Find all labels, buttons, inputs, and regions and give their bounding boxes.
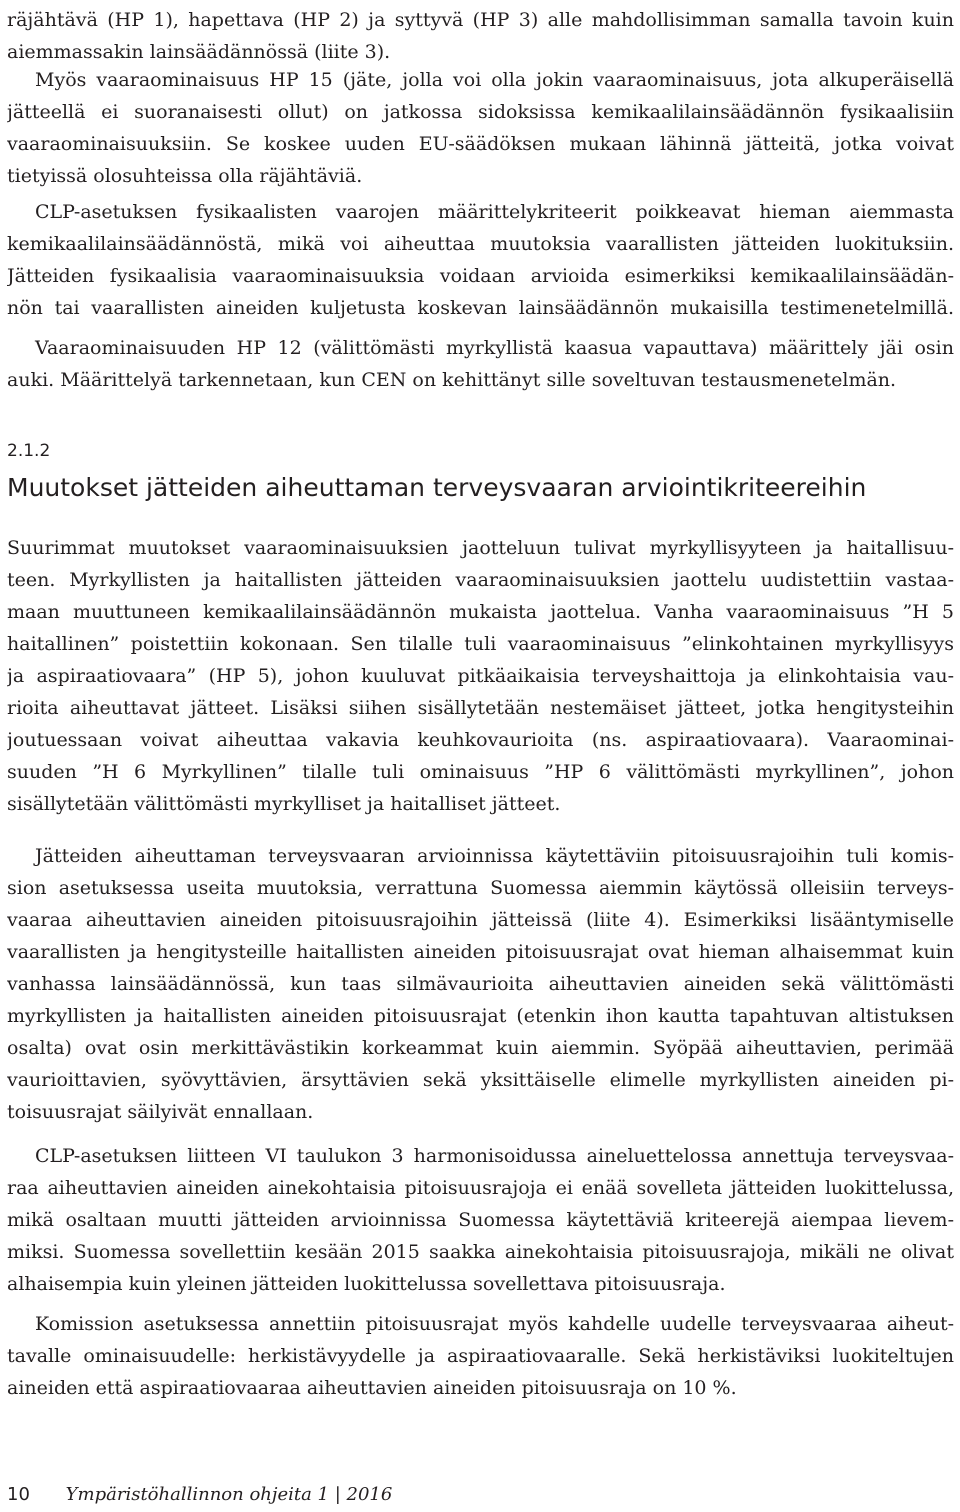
paragraph xyxy=(7,1308,954,1404)
paragraph xyxy=(7,532,954,820)
paragraph xyxy=(7,840,954,1128)
text-line: maan muuttuneen kemikaalilainsäädännön mukaista jaottelua. Vanha vaaraominaisuus ”H 5 xyxy=(7,601,954,623)
text-line: toisuusrajat säilyivät ennallaan. xyxy=(7,1101,314,1123)
text-line: jätteellä ei suoranaisesti ollut) on jatkossa sidoksissa kemikaalilainsäädännön fysikaalisiin xyxy=(7,101,954,123)
text-line: vaaraominaisuuksiin. Se koskee uuden EU-säädöksen mukaan lähinnä jätteitä, jotka voivat xyxy=(7,133,954,155)
text-line: aiemmassakin lainsäädännössä (liite 3). xyxy=(7,41,391,63)
paragraph xyxy=(7,1140,954,1300)
text-line: kemikaalilainsäädännöstä, mikä voi aiheuttaa muutoksia vaarallisten jätteiden luokituksiin. xyxy=(7,233,954,255)
paragraph xyxy=(7,64,954,192)
publication-name: Ympäristöhallinnon ohjeita 1 | 2016 xyxy=(65,1484,393,1505)
text-line: Suurimmat muutokset vaaraominaisuuksien jaotteluun tulivat myrkyllisyyteen ja haitallisuu- xyxy=(7,537,954,559)
text-line: myrkyllisten ja haitallisten aineiden pitoisuusrajat (etenkin ihon kautta tapahtuvan altistuksen xyxy=(7,1005,954,1027)
text-line: CLP-asetuksen liitteen VI taulukon 3 harmonisoidussa aineluettelossa annettuja terveysvaa- xyxy=(35,1145,954,1167)
section-number: 2.1.2 xyxy=(7,441,51,461)
text-line: tietyissä olosuhteissa olla räjähtäviä. xyxy=(7,165,363,187)
text-line: rioita aiheuttavat jätteet. Lisäksi siihen sisällytetään nestemäiset jätteet, jotka hengitysteihin xyxy=(7,697,954,719)
text-line: osalta) ovat osin merkittävästikin korkeammat kuin aiemmin. Syöpää aiheuttavien, perimää xyxy=(7,1037,954,1059)
page-number: 10 xyxy=(7,1484,30,1505)
text-line: räjähtävä (HP 1), hapettava (HP 2) ja syttyvä (HP 3) alle mahdollisimman samalla tavoin kuin xyxy=(7,9,954,31)
text-line: haitallinen” poistettiin kokonaan. Sen tilalle tuli vaaraominaisuus ”elinkohtainen myrkyllisyys xyxy=(7,633,954,655)
paragraph xyxy=(7,332,954,396)
text-line: aineiden että aspiraatiovaaraa aiheuttavien aineiden pitoisuusraja on 10 %. xyxy=(7,1377,737,1399)
text-line: vaurioittavien, syövyttävien, ärsyttävien sekä yksittäiselle elimelle myrkyllisten aineiden pi- xyxy=(7,1069,954,1091)
text-line: Vaaraominaisuuden HP 12 (välittömästi myrkyllistä kaasua vapauttava) määrittely jäi osin xyxy=(35,337,954,359)
paragraph xyxy=(7,4,954,68)
text-line: sion asetuksessa useita muutoksia, verrattuna Suomessa aiemmin käytössä olleisiin terveys- xyxy=(7,877,954,899)
page-footer xyxy=(7,1482,392,1508)
paragraph xyxy=(7,196,954,324)
text-line: alhaisempia kuin yleinen jätteiden luokittelussa sovellettava pitoisuusraja. xyxy=(7,1273,726,1295)
text-line: auki. Määrittelyä tarkennetaan, kun CEN on kehittänyt sille soveltuvan testausmenetelmän. xyxy=(7,369,897,391)
text-line: Jätteiden aiheuttaman terveysvaaran arvioinnissa käytettäviin pitoisuusrajoihin tuli komis- xyxy=(35,845,954,867)
text-line: vaaraa aiheuttavien aineiden pitoisuusrajoihin jätteissä (liite 4). Esimerkiksi lisääntymiselle xyxy=(7,909,954,931)
document-page xyxy=(7,0,954,1512)
text-line: miksi. Suomessa sovellettiin kesään 2015 saakka ainekohtaisia pitoisuusrajoja, mikäli ne olivat xyxy=(7,1241,954,1263)
text-line: suuden ”H 6 Myrkyllinen” tilalle tuli ominaisuus ”HP 6 välittömästi myrkyllinen”, johon xyxy=(7,761,954,783)
text-line: Komission asetuksessa annettiin pitoisuusrajat myös kahdelle uudelle terveysvaaraa aiheut- xyxy=(35,1313,954,1335)
text-line: vaarallisten ja hengitysteille haitallisten aineiden pitoisuusrajat ovat hieman alhaisemmat kuin xyxy=(7,941,954,963)
text-line: tavalle ominaisuudelle: herkistävyydelle ja aspiraatiovaaralle. Sekä herkistäviksi luokiteltujen xyxy=(7,1345,954,1367)
text-line: Myös vaaraominaisuus HP 15 (jäte, jolla voi olla jokin vaaraominaisuus, jota alkuperäisellä xyxy=(35,69,954,91)
text-line: vanhassa lainsäädännössä, kun taas silmävaurioita aiheuttavien aineiden sekä välittömästi xyxy=(7,973,954,995)
text-line: teen. Myrkyllisten ja haitallisten jätteiden vaaraominaisuuksien jaottelu uudistettiin vastaa- xyxy=(7,569,954,591)
text-line: mikä osaltaan muutti jätteiden arvioinnissa Suomessa käytettäviä kriteerejä aiempaa lievem- xyxy=(7,1209,954,1231)
text-line: ja aspiraatiovaara” (HP 5), johon kuuluvat pitkäaikaisia terveyshaittoja ja elinkohtaisia vau- xyxy=(7,665,954,687)
text-line: sisällytetään välittömästi myrkylliset ja haitalliset jätteet. xyxy=(7,793,561,815)
text-line: joutuessaan voivat aiheuttaa vakavia keuhkovaurioita (ns. aspiraatiovaara). Vaaraominai- xyxy=(7,729,954,751)
text-line: CLP-asetuksen fysikaalisten vaarojen määrittelykriteerit poikkeavat hieman aiemmasta xyxy=(35,201,954,223)
section-heading: Muutokset jätteiden aiheuttaman terveysvaaran arviointikriteereihin xyxy=(7,473,867,502)
text-line: nön tai vaarallisten aineiden kuljetusta koskevan lainsäädännön mukaisilla testimenetelmillä. xyxy=(7,297,954,319)
text-line: raa aiheuttavien aineiden ainekohtaisia pitoisuusrajoja ei enää sovelleta jätteiden luokittelussa, xyxy=(7,1177,954,1199)
text-line: Jätteiden fysikaalisia vaaraominaisuuksia voidaan arvioida esimerkiksi kemikaalilainsäädän- xyxy=(7,265,954,287)
